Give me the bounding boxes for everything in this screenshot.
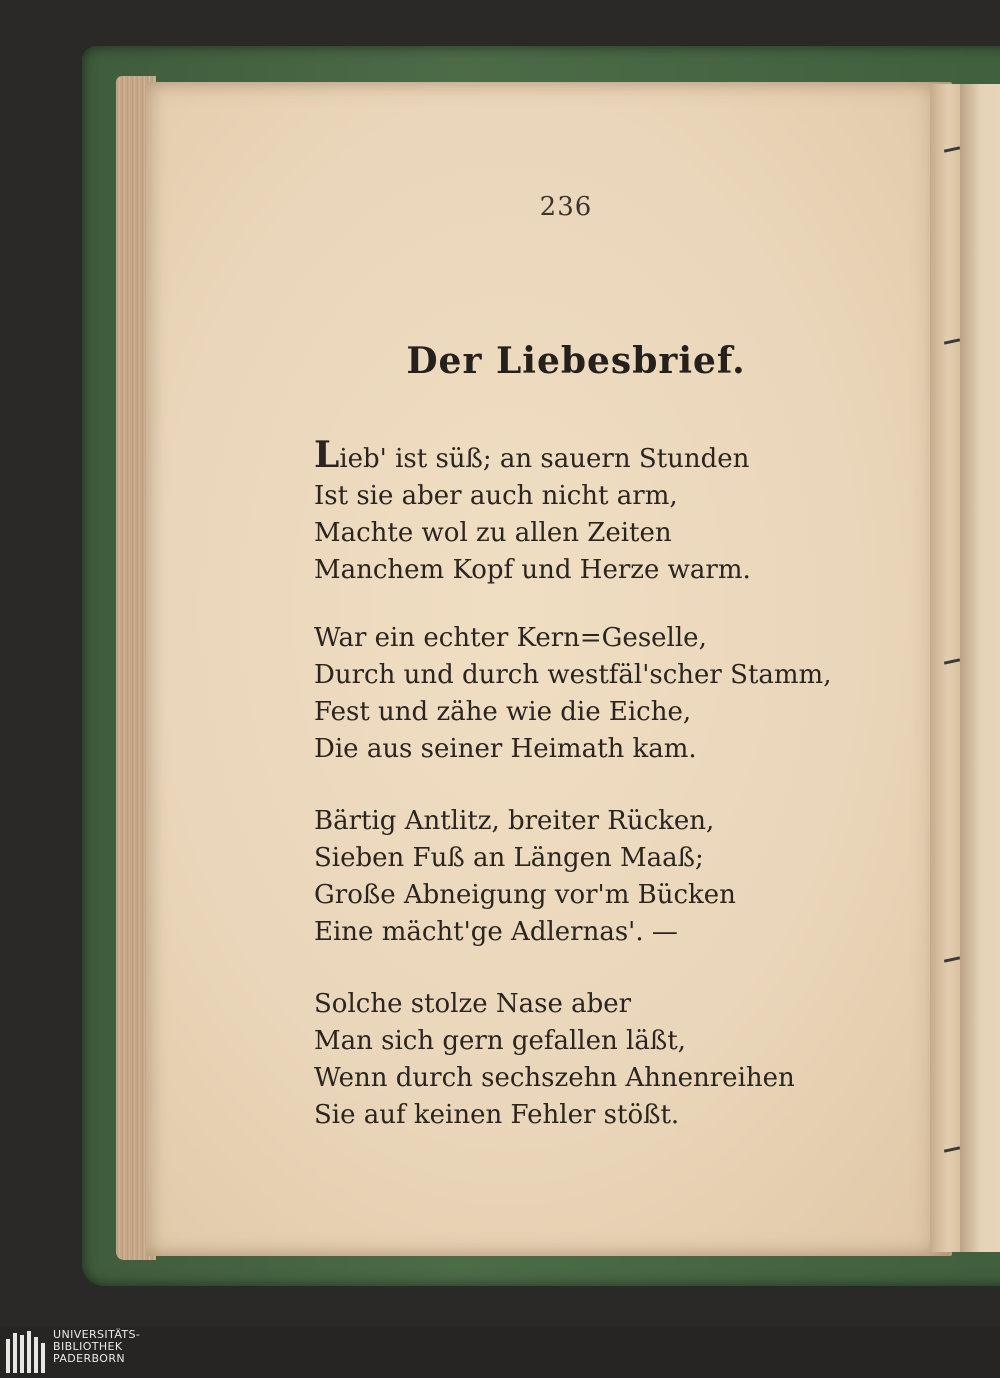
- poem-line: [314, 434, 934, 478]
- poem-line: Fest und zähe wie die Eiche,: [314, 697, 692, 727]
- poem-line: Große Abneigung vor'm Bücken: [314, 880, 736, 910]
- page-number: 236: [539, 192, 593, 222]
- library-footer: [0, 1327, 1000, 1378]
- poem-line: Solche stolze Nase aber: [314, 989, 632, 1019]
- poem-line: Sie auf keinen Fehler stößt.: [314, 1100, 680, 1130]
- poem-line: Bärtig Antlitz, breiter Rücken,: [314, 806, 715, 836]
- stanza-4: [314, 986, 934, 1134]
- poem-line: Manchem Kopf und Herze warm.: [314, 555, 751, 585]
- stanza-3: [314, 803, 934, 951]
- poem-line: Eine mächt'ge Adlernas'. —: [314, 917, 678, 947]
- library-logo-icon: [6, 1331, 46, 1373]
- poem-title: Der Liebesbrief.: [406, 340, 746, 382]
- poem-line: Die aus seiner Heimath kam.: [314, 734, 697, 764]
- logo-line: BIBLIOTHEK: [53, 1340, 123, 1353]
- stanza-2: [314, 620, 934, 768]
- stanza-1: [314, 434, 934, 589]
- book-page: [146, 82, 952, 1256]
- logo-line: UNIVERSITÄTS-: [53, 1328, 141, 1341]
- poem-line: Man sich gern gefallen läßt,: [314, 1026, 686, 1056]
- poem-line: Wenn durch sechszehn Ahnenreihen: [314, 1063, 795, 1093]
- page-gutter: [930, 84, 960, 1252]
- poem-line: Ist sie aber auch nicht arm,: [314, 481, 678, 511]
- poem-line: War ein echter Kern=Geselle,: [314, 623, 707, 653]
- facing-page-edge: [960, 84, 1000, 1252]
- poem-line-text: ieb' ist süß; an sauern Stunden: [339, 444, 750, 474]
- drop-cap: L: [314, 434, 340, 476]
- library-logo-text: [53, 1329, 140, 1365]
- logo-line: PADERBORN: [53, 1352, 126, 1365]
- poem-line: Machte wol zu allen Zeiten: [314, 518, 672, 548]
- poem-line: Durch und durch westfäl'scher Stamm,: [314, 660, 832, 690]
- poem-line: Sieben Fuß an Längen Maaß;: [314, 843, 704, 873]
